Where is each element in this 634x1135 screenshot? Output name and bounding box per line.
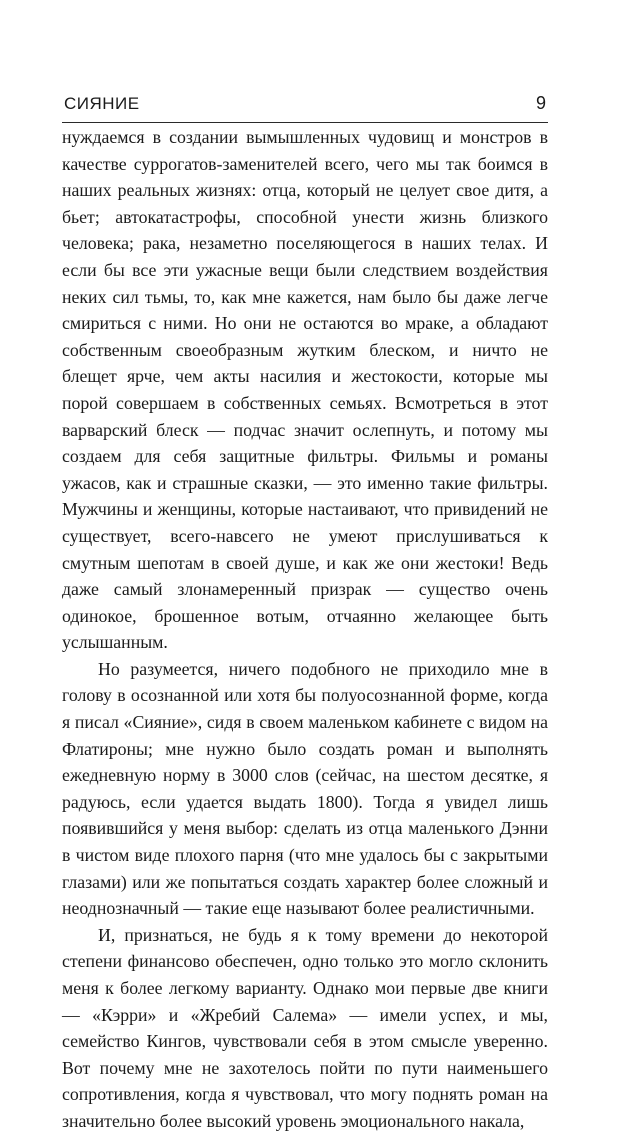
body-text xyxy=(62,124,548,1135)
running-head xyxy=(62,92,548,120)
paragraph: И, признаться, не будь я к тому времени до некоторой степени финансово обеспечен, одно только это могло склонить меня к более легкому варианту. Однако мои первые две книги — «Кэрри» и «Жребий Салема» — имели успех, и мы, семейство Кингов, чувствовали себя в этом смысле уверенно. Вот почему мне не захотелось пойти по пути наименьшего сопротивления, когда я чувствовал, что могу поднять роман на значительно более высокий уровень эмоционального накала, xyxy=(62,924,548,1131)
running-head-title: СИЯНИЕ xyxy=(64,94,140,113)
page-number: 9 xyxy=(535,93,546,113)
header-rule xyxy=(62,122,548,123)
paragraph: Но разумеется, ничего подобного не приходило мне в голову в осознанной или хотя бы полуосознанной форме, когда я писал «Сияние», сидя в своем маленьком кабинете с видом на Флатироны; мне нужно было создать роман и выполнять ежедневную норму в 3000 слов (сейчас, на шестом десятке, я радуюсь, если удается выдать 1800). Тогда я увидел лишь появившийся у меня выбор: сделать из отца маленького Дэнни в чистом виде плохого парня (что мне удалось бы с закрытыми глазами) или же попытаться создать характер более сложный и неоднозначный — такие еще называют более реалистичными. xyxy=(62,658,548,919)
paragraph-continued: нуждаемся в создании вымышленных чудовищ и монстров в качестве суррогатов-заменителей всего, чего мы так боимся в наших реальных жизнях: отца, который не целует свое дитя, а бьет; автокатастрофы, способной унести жизнь близкого человека; рака, незаметно поселяющегося в наших телах. И если бы все эти ужасные вещи были следствием воздействия неких сил тьмы, то, как мне кажется, нам было бы даже легче смириться с ними. Но они не остаются во мраке, а обладают собственным своеобразным жутким блеском, и ничто не блещет ярче, чем акты насилия и жестокости, которые мы порой совершаем в собственных семьях. Всмотреться в этот варварский блеск — подчас значит ослепнуть, и потому мы создаем для себя защитные фильтры. Фильмы и романы ужасов, как и страшные сказки, — это именно такие фильтры. Мужчины и женщины, которые настаивают, что привидений не существует, всего-навсего не умеют прислушиваться к смутным шепотам в своей душе, и как же они жестоки! Ведь даже самый злонамеренный призрак — существо очень одинокое, брошенное вотым, отчаянно желающее быть услышанным. xyxy=(62,127,548,653)
